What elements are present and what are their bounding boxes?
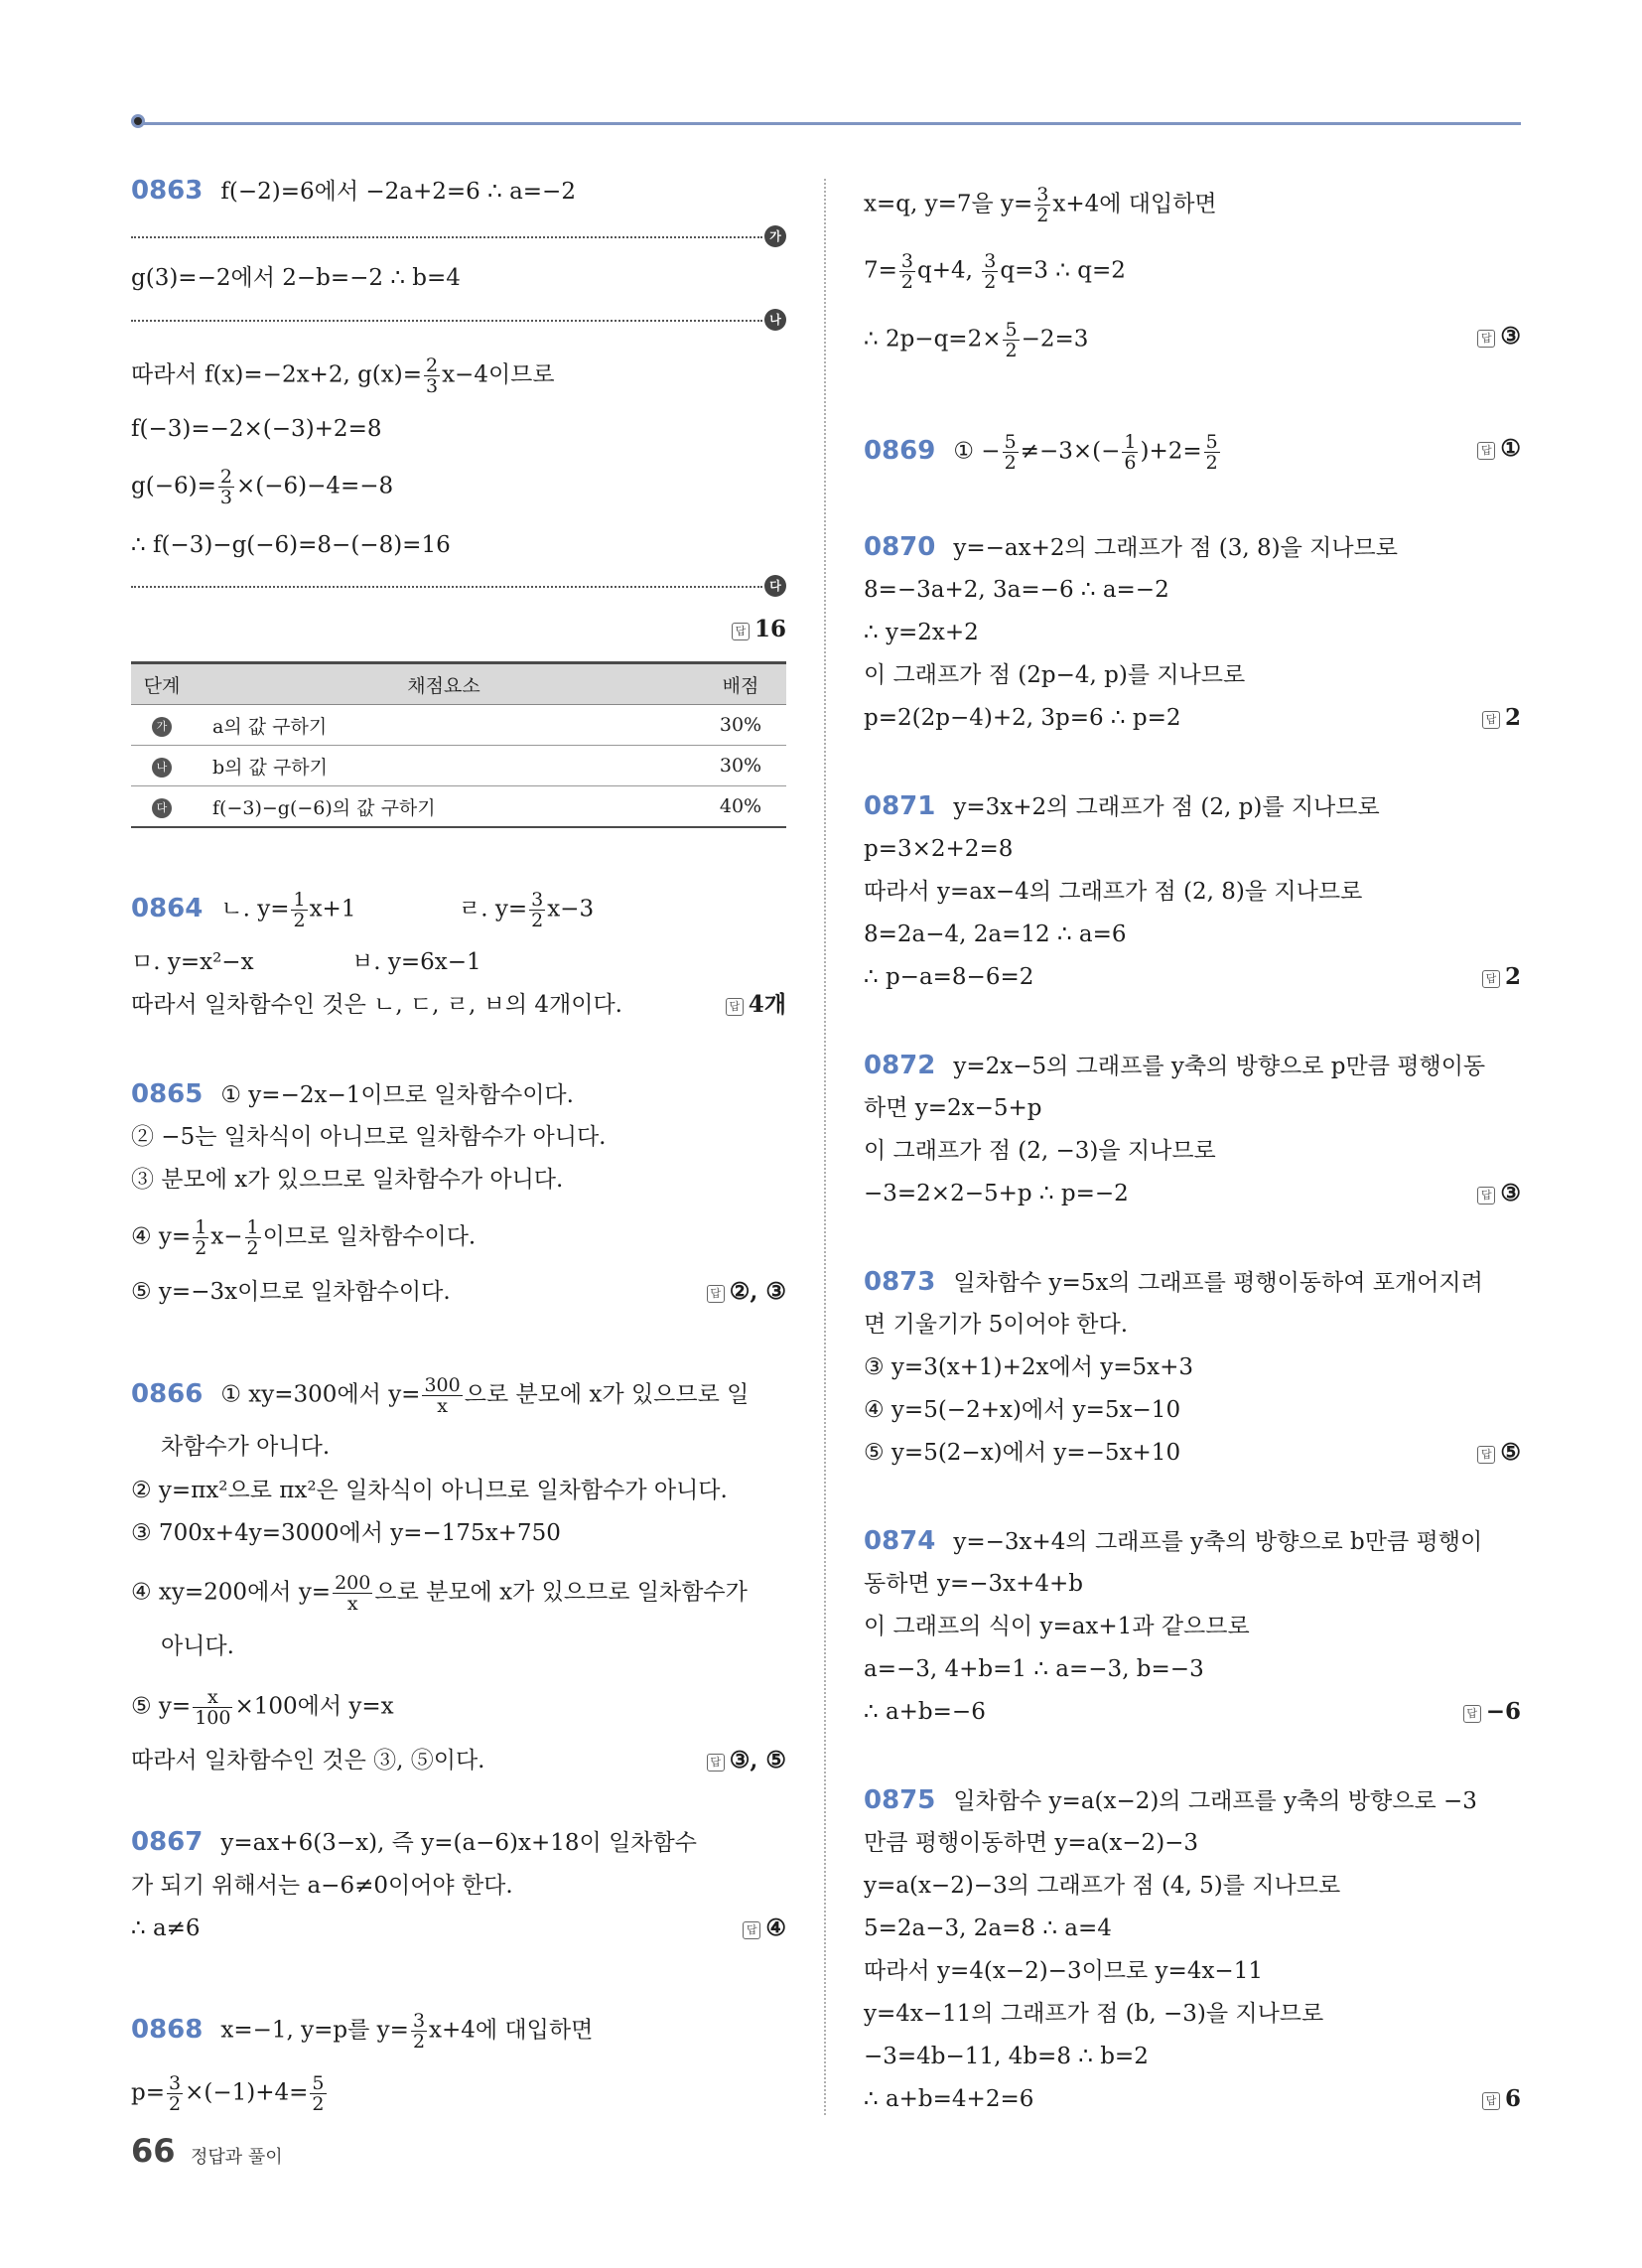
problem-0866-line-2: 차함수가 아니다. [161, 1434, 331, 1460]
step-marker-icon: 다 [764, 575, 786, 597]
problem-0870-line-2: 8=−3a+2, 3a=−6 ∴ a=−2 [864, 577, 1169, 603]
problem-0864-line-3: 따라서 일차함수인 것은 ㄴ, ㄷ, ㄹ, ㅂ의 4개이다. [131, 992, 622, 1018]
answer-0864: 답 4개 [726, 988, 786, 1022]
problem-0868-cont-line-1: x=q, y=7을 y= $\frac{3}{2}$ x+4에 대입하면 [864, 184, 1217, 226]
problem-0865-line-1: 0865 ① y=−2x−1이므로 일차함수이다. [131, 1079, 574, 1109]
column-divider [824, 179, 826, 2115]
problem-0863-line-4: f(−3)=−2×(−3)+2=8 [131, 416, 382, 442]
problem-0870-line-4: 이 그래프가 점 (2p−4, p)를 지나므로 [864, 662, 1246, 688]
problem-0865-line-5: ⑤ y=−3x이므로 일차함수이다. [131, 1279, 451, 1305]
fraction: $\frac{200}{x}$ [335, 1572, 371, 1615]
answer-0868: 답 ③ [1477, 320, 1521, 354]
problem-number: 0875 [864, 1785, 936, 1815]
problem-0875-line-2: 만큼 평행이동하면 y=a(x−2)−3 [864, 1830, 1199, 1856]
fraction: $\frac{5}{2}$ [1205, 431, 1218, 474]
answer-0865: 답 ②, ③ [707, 1275, 786, 1309]
problem-0863-line-5: g(−6)= $\frac{2}{3}$ ×(−6)−4=−8 [131, 466, 394, 508]
problem-0872-line-4: −3=2×2−5+p ∴ p=−2 [864, 1181, 1129, 1206]
fraction: $\frac{x}{100}$ [195, 1686, 231, 1729]
answer-0872: 답 ③ [1477, 1177, 1521, 1210]
problem-0863-line-1: 0863 f(−2)=6에서 −2a+2=6 ∴ a=−2 [131, 176, 576, 206]
problem-0863-line-2: g(3)=−2에서 2−b=−2 ∴ b=4 [131, 265, 461, 291]
fraction: $\frac{3}{2}$ [1036, 184, 1049, 226]
problem-0866-line-8: 따라서 일차함수인 것은 ③, ⑤이다. [131, 1748, 485, 1773]
fraction: $\frac{1}{2}$ [195, 1216, 207, 1259]
problem-0873-line-3: ③ y=3(x+1)+2x에서 y=5x+3 [864, 1354, 1194, 1380]
answer-icon: 답 [1477, 330, 1495, 348]
problem-0866-line-5: ④ xy=200에서 y= $\frac{200}{x}$ 으로 분모에 x가 있으므로 일차함수가 [131, 1572, 748, 1615]
problem-0874-line-5: ∴ a+b=−6 [864, 1699, 986, 1725]
problem-0872-line-1: 0872 y=2x−5의 그래프를 y축의 방향으로 p만큼 평행이동 [864, 1051, 1486, 1080]
problem-0871-line-1: 0871 y=3x+2의 그래프가 점 (2, p)를 지나므로 [864, 791, 1380, 821]
answer-icon: 답 [726, 998, 744, 1016]
problem-0874-line-4: a=−3, 4+b=1 ∴ a=−3, b=−3 [864, 1656, 1204, 1682]
problem-0868-line-2: p= $\frac{3}{2}$ ×(−1)+4= $\frac{5}{2}$ [131, 2072, 325, 2115]
problem-0868-cont-line-3: ∴ 2p−q=2× $\frac{5}{2}$ −2=3 [864, 319, 1089, 361]
answer-0871: 답 2 [1482, 960, 1521, 994]
fraction: $\frac{1}{2}$ [293, 889, 306, 931]
problem-number: 0870 [864, 532, 936, 562]
problem-number: 0866 [131, 1378, 204, 1409]
step-divider [131, 586, 762, 588]
problem-0871-line-2: p=3×2+2=8 [864, 836, 1014, 862]
answer-0867: 답 ④ [743, 1912, 786, 1945]
fraction: $\frac{300}{x}$ [424, 1374, 461, 1417]
problem-0866-line-1: 0866 ① xy=300에서 y= $\frac{300}{x}$ 으로 분모에 x가 있으므로 일 [131, 1374, 750, 1417]
answer-icon: 답 [1482, 2092, 1500, 2110]
problem-0874-line-1: 0874 y=−3x+4의 그래프를 y축의 방향으로 b만큼 평행이 [864, 1526, 1483, 1556]
answer-0875: 답 6 [1482, 2082, 1521, 2116]
problem-0875-line-4: 5=2a−3, 2a=8 ∴ a=4 [864, 1915, 1112, 1941]
problem-number: 0868 [131, 2014, 204, 2045]
problem-0863-line-3: 따라서 f(x)=−2x+2, g(x)= $\frac{2}{3}$ x−4이므로 [131, 354, 555, 397]
problem-0874-line-3: 이 그래프의 식이 y=ax+1과 같으므로 [864, 1614, 1250, 1639]
problem-0863-line-6: ∴ f(−3)−g(−6)=8−(−8)=16 [131, 532, 451, 558]
fraction: $\frac{3}{2}$ [412, 2010, 426, 2053]
answer-0863: 답 16 [732, 613, 786, 646]
problem-0875-line-1: 0875 일차함수 y=a(x−2)의 그래프를 y축의 방향으로 −3 [864, 1785, 1477, 1815]
answer-icon: 답 [1477, 442, 1495, 460]
problem-number: 0873 [864, 1267, 936, 1297]
problem-0865-line-3: ③ 분모에 x가 있으므로 일차함수가 아니다. [131, 1167, 564, 1193]
answer-icon: 답 [732, 623, 750, 640]
step-divider [131, 320, 762, 322]
problem-0870-line-3: ∴ y=2x+2 [864, 620, 979, 645]
table-header: 배점 [695, 663, 786, 705]
problem-0875-line-6: y=4x−11의 그래프가 점 (b, −3)을 지나므로 [864, 2001, 1324, 2027]
table-row: 가 a의 값 구하기 30% [131, 705, 786, 746]
problem-number: 0864 [131, 893, 204, 923]
problem-0868-cont-line-2: 7= $\frac{3}{2}$ q+4, $\frac{3}{2}$ q=3 ∴ q=2 [864, 250, 1126, 293]
problem-0872-line-3: 이 그래프가 점 (2, −3)을 지나므로 [864, 1138, 1216, 1164]
problem-0873-line-4: ④ y=5(−2+x)에서 y=5x−10 [864, 1397, 1181, 1423]
problem-0870-line-5: p=2(2p−4)+2, 3p=6 ∴ p=2 [864, 705, 1181, 731]
fraction: $\frac{2}{3}$ [219, 466, 232, 508]
problem-number: 0865 [131, 1079, 204, 1109]
problem-0865-line-2: ② −5는 일차식이 아니므로 일차함수가 아니다. [131, 1124, 607, 1150]
problem-0864-line-1: 0864 ㄴ. y= $\frac{1}{2}$ x+1 ㄹ. y= $\frac{3}{2}$ x−3 [131, 889, 595, 931]
problem-0869-line-1: 0869 ① − $\frac{5}{2}$ ≠−3×(− $\frac{1}{6}$ )+2= $\frac{5}{2}$ [864, 431, 1218, 474]
problem-0866-line-4: ③ 700x+4y=3000에서 y=−175x+750 [131, 1520, 561, 1546]
problem-0866-line-7: ⑤ y= $\frac{x}{100}$ ×100에서 y=x [131, 1686, 394, 1729]
answer-0870: 답 2 [1482, 701, 1521, 735]
step-marker-icon: 가 [764, 225, 786, 247]
problem-0873-line-2: 면 기울기가 5이어야 한다. [864, 1312, 1129, 1338]
problem-0875-line-5: 따라서 y=4(x−2)−3이므로 y=4x−11 [864, 1958, 1263, 1984]
fraction: $\frac{2}{3}$ [425, 354, 439, 397]
problem-0867-line-2: 가 되기 위해서는 a−6≠0이어야 한다. [131, 1873, 513, 1899]
fraction: $\frac{5}{2}$ [312, 2072, 325, 2115]
problem-0873-line-1: 0873 일차함수 y=5x의 그래프를 평행이동하여 포개어지려 [864, 1267, 1483, 1297]
answer-icon: 답 [1482, 711, 1500, 729]
answer-0874: 답 −6 [1463, 1695, 1521, 1729]
header-rule [139, 122, 1521, 125]
fraction: $\frac{3}{2}$ [900, 250, 913, 293]
answer-icon: 답 [1477, 1446, 1495, 1464]
problem-0871-line-5: ∴ p−a=8−6=2 [864, 964, 1034, 990]
answer-icon: 답 [743, 1921, 760, 1939]
step-marker-icon: 나 [152, 758, 172, 778]
problem-0874-line-2: 동하면 y=−3x+4+b [864, 1571, 1084, 1597]
answer-0869: 답 ① [1477, 432, 1521, 466]
problem-0865-line-4: ④ y= $\frac{1}{2}$ x− $\frac{1}{2}$ 이므로 일차함수이다. [131, 1216, 477, 1259]
problem-0875-line-8: ∴ a+b=4+2=6 [864, 2086, 1034, 2112]
problem-0866-line-6: 아니다. [161, 1633, 234, 1659]
table-header: 채점요소 [193, 663, 695, 705]
problem-0875-line-7: −3=4b−11, 4b=8 ∴ b=2 [864, 2044, 1149, 2069]
answer-icon: 답 [1482, 970, 1500, 988]
step-marker-icon: 다 [152, 798, 172, 818]
fraction: $\frac{1}{2}$ [246, 1216, 259, 1259]
answer-icon: 답 [707, 1754, 725, 1772]
problem-0873-line-5: ⑤ y=5(2−x)에서 y=−5x+10 [864, 1440, 1181, 1466]
fraction: $\frac{5}{2}$ [1005, 319, 1018, 361]
page-number: 66 [131, 2132, 176, 2170]
problem-0868-line-1: 0868 x=−1, y=p를 y= $\frac{3}{2}$ x+4에 대입하면 [131, 2010, 594, 2053]
fraction: $\frac{1}{6}$ [1124, 431, 1137, 474]
answer-0866: 답 ③, ⑤ [707, 1744, 786, 1777]
scoring-table [131, 661, 786, 828]
answer-icon: 답 [1463, 1705, 1481, 1723]
header-dot-icon [131, 114, 145, 128]
problem-0871-line-3: 따라서 y=ax−4의 그래프가 점 (2, 8)을 지나므로 [864, 879, 1363, 905]
problem-number: 0872 [864, 1051, 936, 1080]
answer-icon: 답 [707, 1285, 725, 1303]
step-divider [131, 236, 762, 238]
problem-0867-line-1: 0867 y=ax+6(3−x), 즉 y=(a−6)x+18이 일차함수 [131, 1827, 697, 1857]
problem-0866-line-3: ② y=πx²으로 πx²은 일차식이 아니므로 일차함수가 아니다. [131, 1478, 728, 1503]
problem-0872-line-2: 하면 y=2x−5+p [864, 1095, 1042, 1121]
problem-number: 0874 [864, 1526, 936, 1556]
problem-number: 0863 [131, 176, 204, 206]
problem-0870-line-1: 0870 y=−ax+2의 그래프가 점 (3, 8)을 지나므로 [864, 532, 1398, 562]
problem-0875-line-3: y=a(x−2)−3의 그래프가 점 (4, 5)를 지나므로 [864, 1873, 1341, 1899]
problem-number: 0871 [864, 791, 936, 821]
step-marker-icon: 가 [152, 717, 172, 737]
problem-0864-line-2: ㅁ. y=x²−x ㅂ. y=6x−1 [131, 949, 481, 975]
problem-number: 0869 [864, 435, 936, 466]
fraction: $\frac{5}{2}$ [1004, 431, 1017, 474]
fraction: $\frac{3}{2}$ [984, 250, 997, 293]
problem-number: 0867 [131, 1827, 204, 1857]
table-row: 다 f(−3)−g(−6)의 값 구하기 40% [131, 786, 786, 828]
table-header: 단계 [131, 663, 193, 705]
answer-icon: 답 [1477, 1187, 1495, 1205]
step-marker-icon: 나 [764, 309, 786, 331]
problem-0867-line-3: ∴ a≠6 [131, 1915, 201, 1941]
table-row: 나 b의 값 구하기 30% [131, 746, 786, 786]
fraction: $\frac{3}{2}$ [169, 2072, 182, 2115]
problem-0871-line-4: 8=2a−4, 2a=12 ∴ a=6 [864, 921, 1127, 947]
fraction: $\frac{3}{2}$ [531, 889, 544, 931]
answer-0873: 답 ⑤ [1477, 1436, 1521, 1470]
page-section-label: 정답과 풀이 [191, 2147, 283, 2168]
